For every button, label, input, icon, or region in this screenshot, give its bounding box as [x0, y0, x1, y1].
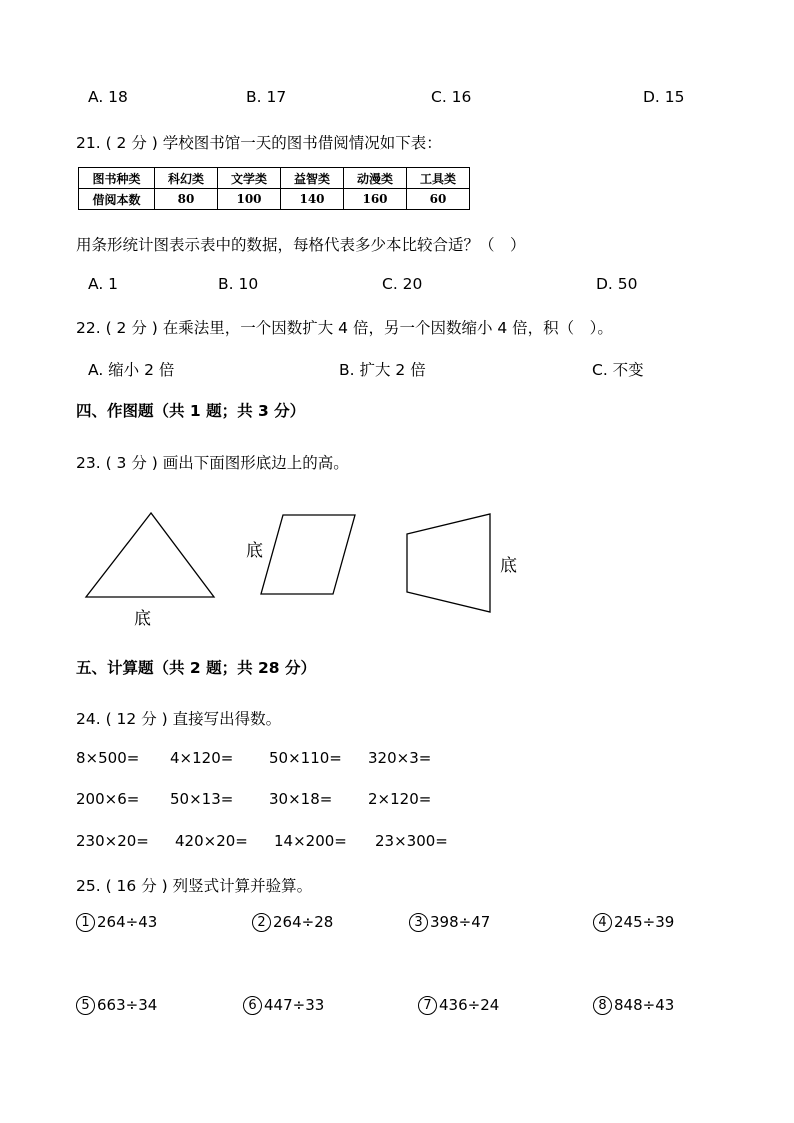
calc-item: 50×110=	[269, 749, 342, 767]
division-item	[243, 996, 324, 1015]
table-row	[79, 189, 470, 210]
calc-item: 420×20=	[175, 832, 248, 850]
circled-number: 7	[418, 996, 437, 1015]
division-item	[252, 913, 333, 932]
calc-item: 2×120=	[368, 790, 432, 808]
table-cell: 80	[155, 189, 218, 210]
division-expression: 264÷28	[273, 913, 334, 931]
q20-option-a: A. 18	[88, 88, 128, 106]
table-header-cell: 工具类	[407, 168, 470, 189]
q23-stem: 23. ( 3 分 ) 画出下面图形底边上的高。	[76, 454, 349, 472]
q21-option-c: C. 20	[382, 275, 423, 293]
q21-option-d: D. 50	[596, 275, 638, 293]
circled-number: 1	[76, 913, 95, 932]
triangle-shape	[86, 513, 214, 597]
q22-option-b: B. 扩大 2 倍	[339, 361, 426, 379]
q20-option-b: B. 17	[246, 88, 287, 106]
division-item	[76, 913, 157, 932]
section-five-title: 五、计算题（共 2 题；共 28 分）	[76, 659, 316, 677]
table-header-cell: 益智类	[281, 168, 344, 189]
table-cell: 60	[407, 189, 470, 210]
triangle-base-label: 底	[134, 609, 151, 629]
parallelogram-shape	[261, 515, 355, 594]
q21-question: 用条形统计图表示表中的数据，每格代表多少本比较合适？（ ）	[76, 236, 526, 254]
trapezoid-base-label: 底	[500, 556, 517, 576]
library-table	[78, 167, 470, 210]
circled-number: 5	[76, 996, 95, 1015]
table-cell: 借阅本数	[79, 189, 155, 210]
circled-number: 2	[252, 913, 271, 932]
table-cell: 160	[344, 189, 407, 210]
calc-item: 23×300=	[375, 832, 448, 850]
section-four-title: 四、作图题（共 1 题；共 3 分）	[76, 402, 306, 420]
division-expression: 436÷24	[439, 996, 500, 1014]
division-item	[76, 996, 157, 1015]
calc-item: 230×20=	[76, 832, 149, 850]
table-header-row	[79, 168, 470, 189]
division-item	[418, 996, 499, 1015]
division-expression: 264÷43	[97, 913, 158, 931]
calc-item: 30×18=	[269, 790, 333, 808]
division-item	[409, 913, 490, 932]
circled-number: 8	[593, 996, 612, 1015]
division-expression: 398÷47	[430, 913, 491, 931]
division-item	[593, 996, 674, 1015]
trapezoid-shape	[407, 514, 490, 612]
parallelogram-base-label: 底	[246, 541, 263, 561]
q21-option-a: A. 1	[88, 275, 119, 293]
circled-number: 6	[243, 996, 262, 1015]
calc-item: 8×500=	[76, 749, 140, 767]
q25-stem: 25. ( 16 分 ) 列竖式计算并验算。	[76, 877, 313, 895]
calc-item: 320×3=	[368, 749, 432, 767]
division-expression: 848÷43	[614, 996, 675, 1014]
q21-stem: 21. ( 2 分 ) 学校图书馆一天的图书借阅情况如下表：	[76, 134, 442, 152]
division-expression: 663÷34	[97, 996, 158, 1014]
q24-stem: 24. ( 12 分 ) 直接写出得数。	[76, 710, 282, 728]
calc-item: 14×200=	[274, 832, 347, 850]
table-header-cell: 动漫类	[344, 168, 407, 189]
q21-option-b: B. 10	[218, 275, 259, 293]
q22-stem: 22. ( 2 分 ) 在乘法里，一个因数扩大 4 倍，另一个因数缩小 4 倍，积（ ）。	[76, 319, 613, 337]
q20-option-c: C. 16	[431, 88, 472, 106]
calc-item: 200×6=	[76, 790, 140, 808]
table-header-cell: 图书种类	[79, 168, 155, 189]
table-header-cell: 文学类	[218, 168, 281, 189]
circled-number: 3	[409, 913, 428, 932]
q22-option-a: A. 缩小 2 倍	[88, 361, 175, 379]
circled-number: 4	[593, 913, 612, 932]
table-header-cell: 科幻类	[155, 168, 218, 189]
table-cell: 100	[218, 189, 281, 210]
q22-option-c: C. 不变	[592, 361, 644, 379]
geometry-figures	[0, 500, 560, 635]
q20-option-d: D. 15	[643, 88, 685, 106]
table-cell: 140	[281, 189, 344, 210]
division-expression: 245÷39	[614, 913, 675, 931]
calc-item: 4×120=	[170, 749, 234, 767]
division-item	[593, 913, 674, 932]
calc-item: 50×13=	[170, 790, 234, 808]
division-expression: 447÷33	[264, 996, 325, 1014]
